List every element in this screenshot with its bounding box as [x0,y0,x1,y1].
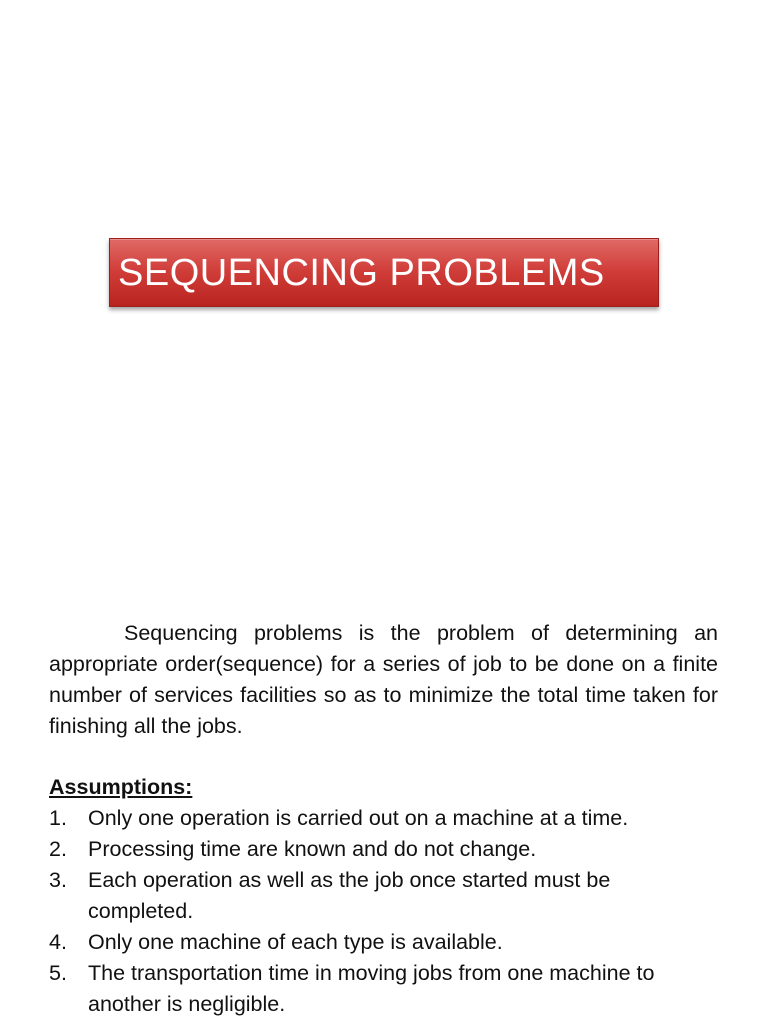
assumptions-heading: Assumptions: [49,775,193,799]
list-item-text: Each operation as well as the job once started must be completed. [88,868,611,923]
list-item-number: 3. [49,868,67,892]
list-item-number: 2. [49,837,67,861]
list-item [49,927,718,958]
list-item-number: 5. [49,961,67,985]
slide-title: SEQUENCING PROBLEMS [118,252,605,294]
list-item [49,865,718,927]
list-item-text: Processing time are known and do not change. [88,837,537,861]
list-item-number: 1. [49,806,67,830]
list-item-text: The transportation time in moving jobs from one machine to another is negligible. [88,961,655,1016]
list-item-text: Only one operation is carried out on a machine at a time. [88,806,629,830]
list-item [49,834,718,865]
assumptions-list [49,803,718,1020]
list-item [49,803,718,834]
list-item-text: Only one machine of each type is available. [88,930,503,954]
title-banner [109,238,659,307]
intro-paragraph: Sequencing problems is the problem of determining an appropriate order(sequence) for a series of job to be done on a finite number of services facilities so as to minimize the total time taken for finishing all the jobs. [49,621,718,738]
slide-body [49,618,718,1020]
list-item [49,958,718,1020]
list-item-number: 4. [49,930,67,954]
